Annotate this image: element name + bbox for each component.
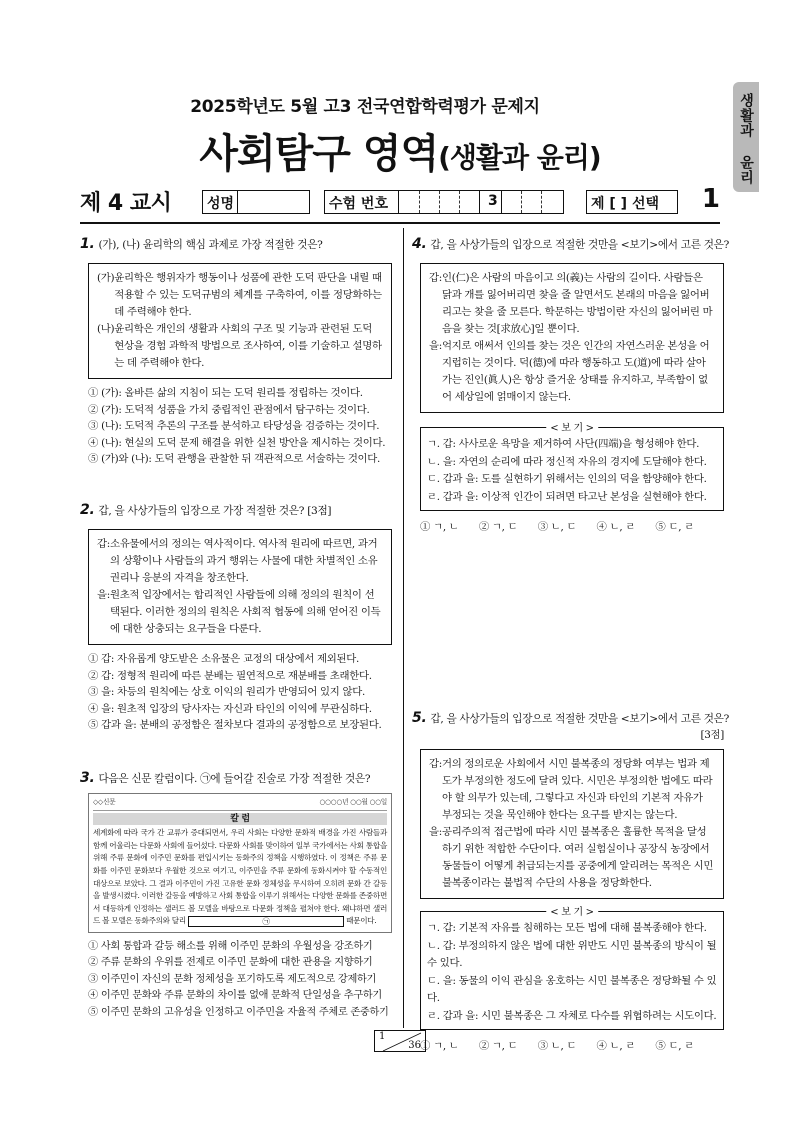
exam-title: 2025학년도 5월 고3 전국연합학력평가 문제지 (190, 97, 540, 117)
passage-text: 윤리학은 개인의 생활과 사회의 구조 및 기능과 관련된 도덕 현상을 경험 과학적 방법으로 조사하여, 이를 기술하고 설명하는 데 주력해야 한다. (114, 323, 382, 369)
passage-text: 원초적 입장에서는 합리적인 사람들에 의해 정의의 원칙이 선택된다. 이러한 정의의 원칙은 사회적 협동에 의해 얻어진 이득에 대한 상충되는 요구들을 다룬다. (109, 589, 381, 635)
question-text: (가), (나) 윤리학의 핵심 과제로 가장 적절한 것은? (98, 239, 323, 251)
question-number: 5. (412, 710, 427, 726)
option-1[interactable]: ① ㄱ, ㄴ (420, 521, 459, 533)
option-4[interactable]: ④ ㄴ, ㄹ (596, 521, 636, 533)
question-number: 3. (80, 770, 95, 786)
question-stem (412, 710, 729, 727)
question-stem (80, 770, 392, 787)
column-heading: 칼 럼 (93, 813, 387, 826)
column-divider (403, 228, 404, 1028)
question-stem (80, 236, 392, 253)
bogi-label: < 보 기 > (546, 904, 598, 922)
passage-box (88, 263, 392, 379)
newspaper-masthead (93, 796, 387, 811)
question-number: 2. (80, 502, 95, 518)
question-number: 1. (80, 236, 95, 252)
bogi-item: ㄷ. 갑과 을: 도를 실현하기 위해서는 인의의 덕을 함양해야 한다. (427, 473, 707, 485)
passage-text: 소유물에서의 정의는 역사적이다. 역사적 원리에 따르면, 과거의 상황이나 사람들의 과거 행위는 사물에 대한 차별적인 소유 권리나 응분의 자격을 창조한다. (109, 538, 378, 584)
subject-sub: (생활과 윤리) (438, 141, 601, 174)
passage-text: 억지로 애써서 인의를 찾는 것은 인간의 자연스러운 본성을 어지럽히는 것이다. 덕(德)에 따라 행동하고 도(道)에 따라 살아가는 진인(眞人)은 항상 즐거운 상태를 유지하고, 부족함이 없어 세상일에 얽매이지 않는다. (441, 340, 710, 403)
header-rule (80, 222, 720, 224)
option-5[interactable]: ⑤ ㄷ, ㄹ (655, 521, 694, 533)
passage-key: 을: (97, 589, 110, 601)
passage-text: 거의 정의로운 사회에서 시민 불복종의 정당화 여부는 법과 제도가 부정의한 정도에 달려 있다. 시민은 부정의한 법에도 따라야 할 의무가 있는데, 그렇다고 자신과 타인의 기본적 자유가 부정되는 것을 묵인해야 한다는 요구를 받지는 않는다. (441, 758, 713, 821)
name-field[interactable] (202, 190, 310, 214)
bogi-box (420, 423, 724, 511)
blank-label: ㉠ (262, 916, 270, 926)
option-1[interactable]: ① 사회 통합과 갈등 해소를 위해 이주민 문화의 우월성을 강조하기 (88, 940, 373, 952)
option-3[interactable]: ③ 이주민이 자신의 문화 정체성을 포기하도록 제도적으로 강제하기 (88, 973, 377, 985)
passage-key: 갑: (429, 272, 442, 284)
option-5[interactable]: ⑤ (가)와 (나): 도덕 관행을 관찰한 뒤 객관적으로 서술하는 것이다. (88, 453, 381, 465)
option-3[interactable]: ③ ㄴ, ㄷ (537, 1040, 577, 1052)
passage-item (97, 587, 383, 638)
total-pages: 36 (408, 1040, 421, 1051)
passage-item (97, 321, 383, 372)
page-counter (374, 1030, 426, 1052)
passage-box (420, 263, 724, 413)
question-stem (80, 502, 392, 519)
question-stem (412, 236, 729, 253)
passage-key: (나) (97, 323, 115, 335)
bogi-item: ㄴ. 을: 자연의 순리에 따라 정신적 자유의 경지에 도달해야 한다. (427, 455, 707, 468)
option-2[interactable]: ② ㄱ, ㄷ (478, 1040, 518, 1052)
blank-box (188, 916, 344, 927)
passage-key: 을: (429, 340, 442, 352)
option-5[interactable]: ⑤ ㄷ, ㄹ (655, 1040, 694, 1052)
passage-item (429, 270, 715, 338)
option-3[interactable]: ③ ㄴ, ㄷ (537, 521, 577, 533)
digit-cell (459, 191, 460, 213)
digit-cell (419, 191, 420, 213)
options-list (88, 651, 392, 734)
option-4[interactable]: ④ 이주민 문화와 주류 문화의 차이를 없애 문화적 단일성을 추구하기 (88, 990, 382, 1002)
digit-cell (501, 191, 502, 213)
option-4[interactable]: ④ (나): 현실의 도덕 문제 해결을 위한 실천 방안을 제시하는 것이다. (88, 436, 386, 449)
column-text: 세계화에 따라 국가 간 교류가 증대되면서, 우리 사회는 다양한 문화적 배경을 가진 사람들과 함께 어울리는 다문화 사회에 들어섰다. 다문화 사회를 맞이하여 일부 국가에서는 사회 통합을 위해 주류 문화에 이주민 문화를 편입시키는 동화주의 정책을 시행하였다. 이 정책은 주류 문화를 이주민 문화보다 우월한 것으로 여기고, 이주민을 주류 문화에 동화시켜야 할 수동적인 대상으로 보았다. 그 결과 이주민이 가진 고유한 문화 정체성을 무시하여 오히려 문화 간 갈등을 발생시켰다. 이러한 갈등을 예방하고 사회 통합을 이루기 위해서는 다양한 문화를 존중하면서 대등하게 인정하는 샐러드 볼 모델을 바탕으로 다문화 정책을 펼쳐야 한다. 왜냐하면 샐러드 볼 모델은 동화주의와 달리 (93, 828, 387, 926)
newspaper-column (88, 793, 392, 933)
selection-label: 제 [ ] 선택 (591, 196, 659, 212)
passage-box (88, 529, 392, 645)
bogi-label: < 보 기 > (546, 420, 598, 438)
question-number: 4. (412, 236, 427, 252)
exam-number-field[interactable] (324, 190, 564, 214)
column-body (93, 827, 387, 928)
passage-key: (가) (97, 272, 115, 284)
bogi-item: ㄱ. 갑: 사사로운 욕망을 제거하여 사단(四端)을 형성해야 한다. (427, 438, 700, 450)
option-2[interactable]: ② (가): 도덕적 성품을 가치 중립적인 관점에서 탐구하는 것이다. (88, 403, 370, 416)
question-text: 갑, 을 사상가들의 입장으로 적절한 것만을 <보기>에서 고른 것은? (430, 239, 729, 251)
passage-item (97, 536, 383, 587)
option-5[interactable]: ⑤ 갑과 을: 분배의 공정함은 절차보다 결과의 공정함으로 보장된다. (88, 719, 382, 731)
passage-box (420, 749, 724, 899)
bogi-text: ㄴ. 갑: 부정의하지 않은 법에 대한 위반도 시민 불복종의 방식이 될 수 있다. (427, 939, 717, 969)
question-3 (80, 770, 392, 1021)
option-1[interactable]: ① ㄱ, ㄴ (420, 1040, 459, 1052)
option-1[interactable]: ① 갑: 자유롭게 양도받은 소유물은 교정의 대상에서 제외된다. (88, 653, 360, 665)
passage-key: 을: (429, 826, 442, 838)
digit-cell (521, 191, 522, 213)
passage-item (429, 824, 715, 892)
option-2[interactable]: ② 주류 문화의 우위를 전제로 이주민 문화에 대한 관용을 지향하기 (88, 957, 373, 969)
side-tab-label: 생활과 윤리 (738, 93, 754, 185)
passage-item (97, 270, 383, 321)
bogi-item: ㄱ. 갑: 기본적 자유를 침해하는 모든 법에 대해 불복종해야 한다. (427, 922, 707, 934)
option-2[interactable]: ② ㄱ, ㄷ (478, 521, 518, 533)
question-1 (80, 236, 392, 468)
passage-item (429, 338, 715, 406)
digit-cell (439, 191, 440, 213)
column-tail: 때문이다. (346, 916, 377, 926)
question-text: 다음은 신문 칼럼이다. ㉠에 들어갈 진술로 가장 적절한 것은? (98, 773, 371, 785)
subject-side-tab (733, 82, 759, 192)
digit-cell (479, 191, 480, 213)
options-list (420, 1038, 724, 1054)
options-list (88, 939, 392, 1022)
bogi-item: ㄹ. 갑과 을: 이상적 인간이 되려면 타고난 본성을 실현해야 한다. (427, 490, 707, 503)
passage-text: 윤리학은 행위자가 행동이나 성품에 관한 도덕 판단을 내릴 때 적용할 수 있는 도덕규범의 체계를 구축하여, 이를 정당화하는 데 주력해야 한다. (114, 272, 382, 318)
option-4[interactable]: ④ ㄴ, ㄹ (596, 1040, 636, 1052)
question-5 (412, 710, 729, 1054)
bogi-box (420, 907, 724, 1030)
passage-key: 갑: (97, 538, 110, 550)
digit-cell (541, 191, 542, 213)
option-1[interactable]: ① (가): 올바른 삶의 지침이 되는 도덕 원리를 정립하는 것이다. (88, 387, 363, 399)
current-page: 1 (379, 1031, 386, 1042)
option-2[interactable]: ② 갑: 정형적 원리에 따른 분배는 필연적으로 재분배를 초래한다. (88, 669, 372, 682)
option-3[interactable]: ③ 을: 차등의 원칙에는 상호 이익의 원리가 반영되어 있지 않다. (88, 686, 366, 698)
name-divider (237, 191, 238, 213)
question-points: [3점] (700, 729, 724, 741)
bogi-item: ㄷ. 을: 동물의 이익 관심을 옹호하는 시민 불복종은 정당화될 수 있다. (427, 974, 717, 1004)
period-label: 제 4 교시 (80, 191, 172, 216)
subject-main: 사회탐구 영역 (199, 131, 439, 177)
passage-key: 갑: (429, 758, 442, 770)
question-text: 갑, 을 사상가들의 입장으로 적절한 것만을 <보기>에서 고른 것은? (430, 713, 729, 725)
option-4[interactable]: ④ 을: 원초적 입장의 당사자는 자신과 타인의 이익에 무관심하다. (88, 702, 372, 715)
bogi-item: ㄹ. 갑과 을: 시민 불복종은 그 자체로 다수를 위협하려는 시도이다. (427, 1009, 717, 1022)
passage-item (429, 756, 715, 824)
bogi-item (427, 938, 717, 973)
newspaper-name: ◇◇신문 (93, 798, 116, 806)
name-label: 성명 (207, 196, 235, 212)
selection-field[interactable] (586, 190, 678, 214)
exam-number-digit: 3 (488, 193, 498, 209)
question-text: 갑, 을 사상가들의 입장으로 가장 적절한 것은? [3점] (98, 505, 332, 517)
question-4 (412, 236, 729, 535)
options-list (420, 519, 724, 535)
subject-title (0, 122, 800, 179)
newspaper-date: ○○○○년 ○○월 ○○일 (319, 798, 387, 806)
option-5[interactable]: ⑤ 이주민 문화의 고유성을 인정하고 이주민을 자율적 주체로 존중하기 (88, 1006, 389, 1018)
exam-number-divider (398, 191, 399, 213)
passage-text: 공리주의적 접근법에 따라 시민 불복종은 훌륭한 목적을 달성하기 위한 적합한 수단이다. 여러 실험실이나 공장식 농장에서 동물들이 어떻게 취급되는지를 공중에게 알리려는 목적은 시민 불복종이라는 불법적 수단의 사용을 정당화한다. (441, 826, 714, 889)
options-list (88, 385, 392, 468)
exam-number-label: 수험 번호 (329, 196, 388, 212)
option-3[interactable]: ③ (나): 도덕적 추론의 구조를 분석하고 타당성을 검증하는 것이다. (88, 420, 380, 432)
passage-text: 인(仁)은 사람의 마음이고 의(義)는 사람의 길이다. 사람들은 닭과 개를 잃어버리면 찾을 줄 알면서도 본래의 마음을 잃어버리고는 찾을 줄 모른다. 학문하는 방법이란 자신의 잃어버린 마음을 찾는 것[求放心]일 뿐이다. (441, 272, 713, 335)
exam-info-row (80, 186, 720, 218)
page-number: 1 (701, 184, 720, 214)
question-2 (80, 502, 392, 734)
